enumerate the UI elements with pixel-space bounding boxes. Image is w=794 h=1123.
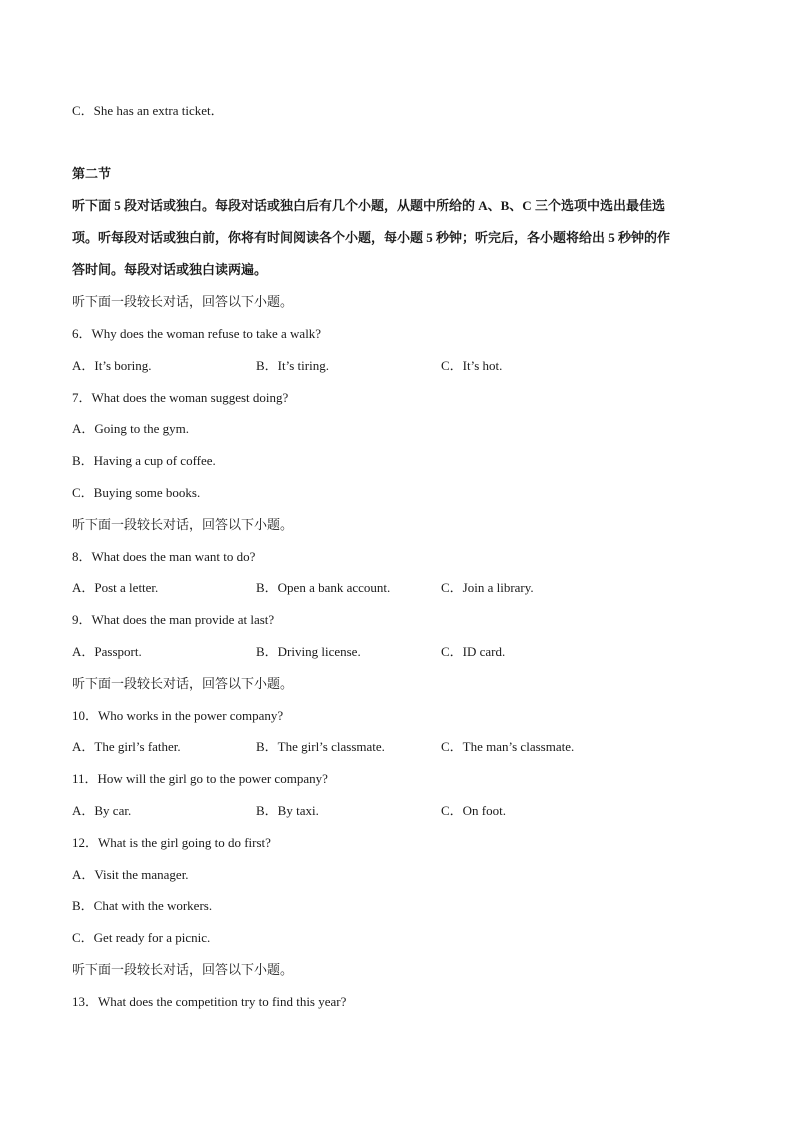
question-10: 10．Who works in the power company? (72, 708, 284, 723)
question-13: 13．What does the competition try to find this year? (72, 994, 347, 1009)
question-6: 6．Why does the woman refuse to take a walk? (72, 326, 322, 341)
question-7: 7．What does the woman suggest doing? (72, 390, 289, 405)
dialogue-intro: 听下面一段较长对话，回答以下小题。 (72, 962, 294, 977)
question-11: 11．How will the girl go to the power company? (72, 771, 328, 786)
q5-option-c: C．She has an extra ticket． (72, 103, 224, 118)
q8-option-c: C．Join a library. (441, 580, 534, 595)
q10-option-a: A．The girl’s father. (72, 739, 181, 754)
q7-option-b: B．Having a cup of coffee. (72, 453, 216, 468)
instructions-line-2: 项。听每段对话或独白前，你将有时间阅读各个小题，每小题 5 秒钟；听完后，各小题将给出 5 秒钟的作 (72, 230, 671, 245)
q9-option-b: B．Driving license. (256, 644, 361, 659)
q11-option-c: C．On foot. (441, 803, 507, 818)
q6-option-b: B．It’s tiring. (256, 358, 329, 373)
q6-option-c: C．It’s hot. (441, 358, 503, 373)
q12-option-a: A．Visit the manager. (72, 867, 189, 882)
q12-option-c: C．Get ready for a picnic. (72, 930, 211, 945)
question-12: 12．What is the girl going to do first? (72, 835, 271, 850)
q8-option-a: A．Post a letter. (72, 580, 159, 595)
q11-option-a: A．By car. (72, 803, 132, 818)
q8-option-b: B．Open a bank account. (256, 580, 391, 595)
q10-option-c: C．The man’s classmate. (441, 739, 575, 754)
q10-option-b: B．The girl’s classmate. (256, 739, 385, 754)
dialogue-intro: 听下面一段较长对话，回答以下小题。 (72, 294, 294, 309)
q9-option-a: A．Passport. (72, 644, 142, 659)
q6-option-a: A．It’s boring. (72, 358, 152, 373)
q11-option-b: B．By taxi. (256, 803, 319, 818)
instructions-line-3: 答时间。每段对话或独白读两遍。 (72, 262, 268, 277)
question-9: 9．What does the man provide at last? (72, 612, 275, 627)
q7-option-c: C．Buying some books. (72, 485, 201, 500)
dialogue-intro: 听下面一段较长对话，回答以下小题。 (72, 517, 294, 532)
q9-option-c: C．ID card. (441, 644, 506, 659)
section-heading: 第二节 (72, 166, 112, 181)
instructions-line-1: 听下面 5 段对话或独白。每段对话或独白后有几个小题，从题中所给的 A、B、C 三个选项中选出最佳选 (72, 198, 665, 213)
dialogue-intro: 听下面一段较长对话，回答以下小题。 (72, 676, 294, 691)
question-8: 8．What does the man want to do? (72, 549, 256, 564)
q12-option-b: B．Chat with the workers. (72, 898, 213, 913)
q7-option-a: A．Going to the gym. (72, 421, 189, 436)
